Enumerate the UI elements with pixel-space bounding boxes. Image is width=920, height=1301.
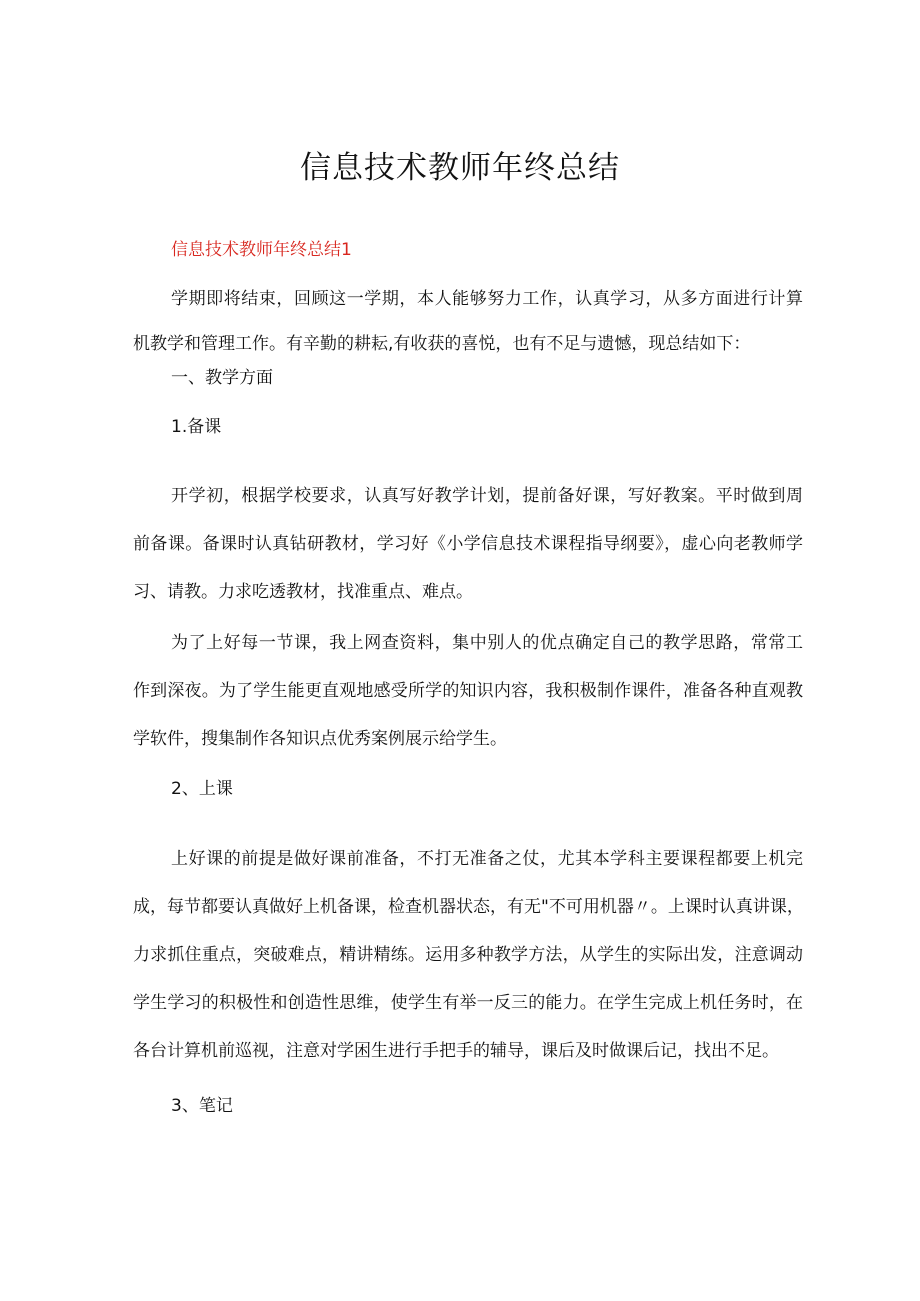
paragraph-line: 开学初，根据学校要求，认真写好教学计划，提前备好课，写好教案。平时做到周 xyxy=(171,486,803,506)
paragraph-line: 成，每节都要认真做好上机备课，检查机器状态，有无"不可用机器〃。上课时认真讲课， xyxy=(133,897,804,917)
section-title: 信息技术教师年终总结1 xyxy=(171,240,352,260)
section-heading: 一、教学方面 xyxy=(171,368,273,388)
paragraph-line: 力求抓住重点，突破难点，精讲精练。运用多种教学方法，从学生的实际出发，注意调动 xyxy=(133,945,803,965)
paragraph-line: 学生学习的积极性和创造性思维，使学生有举一反三的能力。在学生完成上机任务时，在 xyxy=(133,993,803,1013)
paragraph-line: 作到深夜。为了学生能更直观地感受所学的知识内容，我积极制作课件，准备各种直观教 xyxy=(133,681,803,701)
paragraph-line: 机教学和管理工作。有辛勤的耕耘,有收获的喜悦，也有不足与遗憾，现总结如下： xyxy=(133,334,751,354)
paragraph-line: 各台计算机前巡视，注意对学困生进行手把手的辅导，课后及时做课后记，找出不足。 xyxy=(133,1041,779,1061)
document-title: 信息技术教师年终总结 xyxy=(300,150,620,186)
paragraph-line: 习、请教。力求吃透教材，找准重点、难点。 xyxy=(133,582,473,602)
paragraph-line: 为了上好每一节课，我上网查资料，集中别人的优点确定自己的教学思路，常常工 xyxy=(171,633,803,653)
subsection-heading: 1.备课 xyxy=(171,417,222,437)
subsection-heading: 2、上课 xyxy=(171,779,233,799)
subsection-heading: 3、笔记 xyxy=(171,1096,233,1116)
paragraph-line: 学软件，搜集制作各知识点优秀案例展示给学生。 xyxy=(133,729,507,749)
paragraph-line: 学期即将结束，回顾这一学期，本人能够努力工作，认真学习，从多方面进行计算 xyxy=(171,289,803,309)
paragraph-line: 前备课。备课时认真钻研教材，学习好《小学信息技术课程指导纲要》，虚心向老教师学 xyxy=(133,534,803,554)
paragraph-line: 上好课的前提是做好课前准备，不打无准备之仗，尤其本学科主要课程都要上机完 xyxy=(171,849,803,869)
